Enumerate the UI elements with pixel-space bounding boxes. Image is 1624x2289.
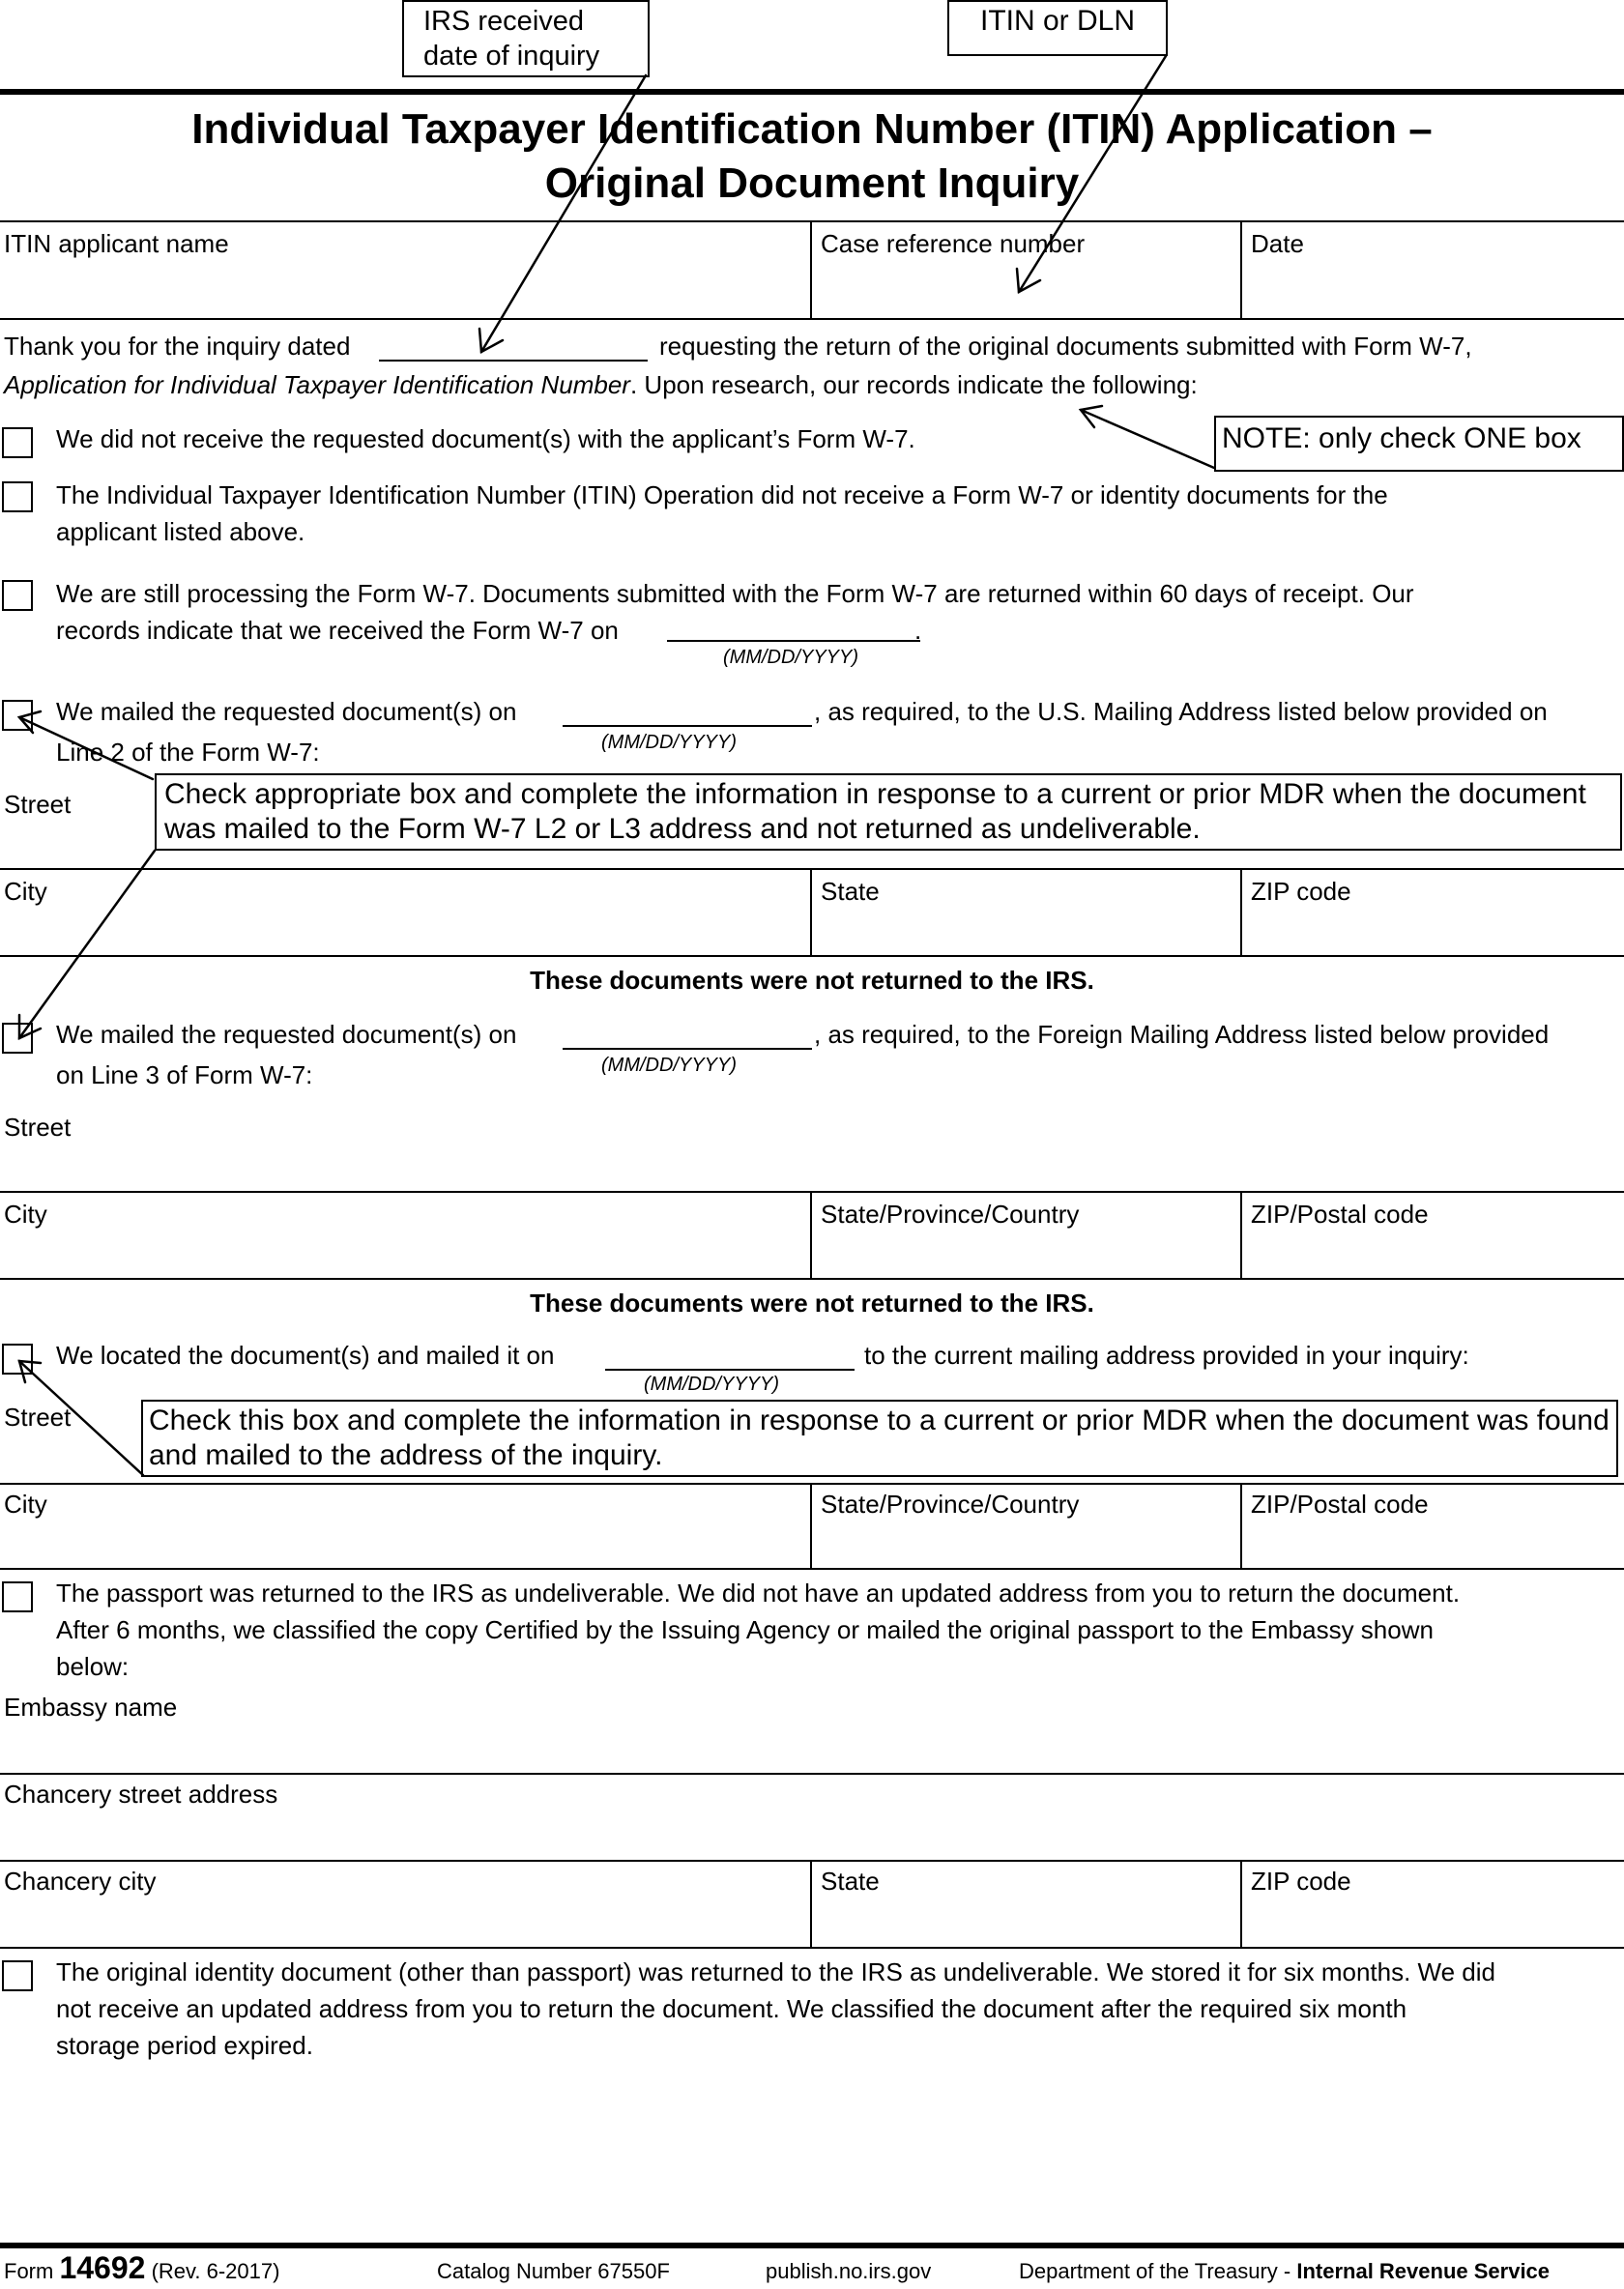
option4-date-blank[interactable] <box>563 725 812 727</box>
applicant-name-label: ITIN applicant name <box>4 229 229 258</box>
option5-checkbox[interactable] <box>2 1023 33 1054</box>
option6-date-blank[interactable] <box>605 1369 855 1371</box>
us-state-label: State <box>821 877 880 906</box>
chancery-street-label: Chancery street address <box>4 1780 278 1809</box>
foreign-zip-label: ZIP/Postal code <box>1251 1200 1429 1229</box>
option5-text-a: We mailed the requested document(s) on <box>56 1020 517 1049</box>
option3-checkbox[interactable] <box>2 580 33 611</box>
foreign-city-field[interactable] <box>0 1231 808 1276</box>
option8-text-line3: storage period expired. <box>56 2031 313 2060</box>
us-zip-label: ZIP code <box>1251 877 1351 906</box>
not-returned-note-1: These documents were not returned to the IRS. <box>530 966 1094 995</box>
date-field[interactable] <box>1242 261 1623 317</box>
footer-publish: publish.no.irs.gov <box>766 2259 932 2283</box>
inquiry-date-blank[interactable] <box>379 360 648 362</box>
option3-date-blank[interactable] <box>667 640 920 642</box>
inquiry-zip-label: ZIP/Postal code <box>1251 1490 1429 1519</box>
option6-date-format: (MM/DD/YYYY) <box>644 1374 779 1395</box>
option6-text-a: We located the document(s) and mailed it on <box>56 1341 555 1370</box>
case-reference-label: Case reference number <box>821 229 1086 258</box>
option1-checkbox[interactable] <box>2 427 33 458</box>
chancery-city-label: Chancery city <box>4 1867 157 1896</box>
option8-text-line2: not receive an updated address from you to return the document. We classified the document after the required six month <box>56 1994 1407 2023</box>
inquiry-state-field[interactable] <box>812 1521 1239 1566</box>
us-street-label: Street <box>4 790 72 819</box>
check-this-box-callout: Check this box and complete the information in response to a current or prior MDR when the document was found and mailed to the address of the inquiry. <box>141 1400 1618 1477</box>
us-city-field[interactable] <box>0 909 808 953</box>
foreign-street-label: Street <box>4 1113 72 1142</box>
option2-text-line1: The Individual Taxpayer Identification Number (ITIN) Operation did not receive a Form W-7 or identity documents for the <box>56 480 1388 509</box>
intro-text-3: Application for Individual Taxpayer Identification Number. Upon research, our records indicate the following: <box>4 370 1198 399</box>
footer-catalog: Catalog Number 67550F <box>437 2259 670 2283</box>
note-one-box-callout: NOTE: only check ONE box <box>1214 416 1624 472</box>
us-zip-field[interactable] <box>1242 909 1623 953</box>
footer-department: Department of the Treasury - Internal Revenue Service <box>1019 2259 1551 2283</box>
option5-text-b: , as required, to the Foreign Mailing Address listed below provided <box>814 1020 1550 1049</box>
option3-text-line2: records indicate that we received the Form W-7 on <box>56 616 619 645</box>
option8-text-line1: The original identity document (other than passport) was returned to the IRS as undeliverable. We stored it for six months. We did <box>56 1957 1496 1986</box>
option2-checkbox[interactable] <box>2 481 33 512</box>
chancery-street-field[interactable] <box>0 1811 1624 1858</box>
not-returned-note-2: These documents were not returned to the IRS. <box>530 1289 1094 1318</box>
option4-checkbox[interactable] <box>2 700 33 731</box>
option8-checkbox[interactable] <box>2 1960 33 1991</box>
option5-date-blank[interactable] <box>563 1048 812 1050</box>
itin-dln-callout: ITIN or DLN <box>947 0 1168 56</box>
intro-text-1: Thank you for the inquiry dated <box>4 332 351 361</box>
embassy-name-field[interactable] <box>0 1724 1624 1771</box>
intro-text-2: requesting the return of the original documents submitted with Form W-7, <box>659 332 1472 361</box>
inquiry-state-label: State/Province/Country <box>821 1490 1080 1519</box>
arrow-note <box>1081 410 1214 468</box>
option4-text-b: , as required, to the U.S. Mailing Address listed below provided on <box>814 697 1548 726</box>
case-reference-field[interactable] <box>812 261 1239 317</box>
date-label: Date <box>1251 229 1304 258</box>
footer-form-id: Form 14692 (Rev. 6-2017) <box>4 2250 280 2285</box>
chancery-zip-field[interactable] <box>1242 1898 1623 1945</box>
option4-date-format: (MM/DD/YYYY) <box>601 732 737 753</box>
option4-text-line2: Line 2 of the Form W-7: <box>56 738 320 767</box>
option4-text-a: We mailed the requested document(s) on <box>56 697 517 726</box>
form-title-line2: Original Document Inquiry <box>544 159 1080 207</box>
us-city-label: City <box>4 877 47 906</box>
option3-date-format: (MM/DD/YYYY) <box>723 647 858 668</box>
foreign-zip-field[interactable] <box>1242 1231 1623 1276</box>
inquiry-city-label: City <box>4 1490 47 1519</box>
irs-received-callout: IRS received date of inquiry <box>402 0 650 77</box>
form-title-line1: Individual Taxpayer Identification Number (ITIN) Application – <box>191 105 1433 153</box>
foreign-state-label: State/Province/Country <box>821 1200 1080 1229</box>
footer-rule <box>0 2243 1624 2248</box>
option3-text-line1: We are still processing the Form W-7. Documents submitted with the Form W-7 are returned within 60 days of receipt. Our <box>56 579 1414 608</box>
embassy-name-label: Embassy name <box>4 1693 178 1722</box>
option6-text-b: to the current mailing address provided in your inquiry: <box>864 1341 1469 1370</box>
applicant-name-field[interactable] <box>0 261 808 317</box>
option1-text: We did not receive the requested document(s) with the applicant’s Form W-7. <box>56 424 915 453</box>
inquiry-street-label: Street <box>4 1403 72 1432</box>
option5-date-format: (MM/DD/YYYY) <box>601 1055 737 1076</box>
option2-text-line2: applicant listed above. <box>56 517 305 546</box>
option7-checkbox[interactable] <box>2 1581 33 1612</box>
top-rule <box>0 89 1624 95</box>
check-appropriate-callout: Check appropriate box and complete the information in response to a current or prior MDR when the document was mailed to the Form W-7 L2 or L3 address and not returned as undeliverable. <box>155 773 1622 851</box>
chancery-zip-label: ZIP code <box>1251 1867 1351 1896</box>
chancery-state-field[interactable] <box>812 1898 1239 1945</box>
chancery-state-label: State <box>821 1867 880 1896</box>
foreign-street-field[interactable] <box>87 1102 1614 1189</box>
option7-text-line2: After 6 months, we classified the copy Certified by the Issuing Agency or mailed the original passport to the Embassy shown <box>56 1615 1434 1644</box>
us-state-field[interactable] <box>812 909 1239 953</box>
inquiry-city-field[interactable] <box>0 1521 808 1566</box>
foreign-state-field[interactable] <box>812 1231 1239 1276</box>
chancery-city-field[interactable] <box>0 1898 808 1945</box>
option5-text-line2: on Line 3 of Form W-7: <box>56 1060 313 1089</box>
option7-text-line1: The passport was returned to the IRS as undeliverable. We did not have an updated address from you to return the document. <box>56 1579 1461 1608</box>
option6-checkbox[interactable] <box>2 1344 33 1375</box>
foreign-city-label: City <box>4 1200 47 1229</box>
option7-text-line3: below: <box>56 1652 130 1681</box>
inquiry-zip-field[interactable] <box>1242 1521 1623 1566</box>
